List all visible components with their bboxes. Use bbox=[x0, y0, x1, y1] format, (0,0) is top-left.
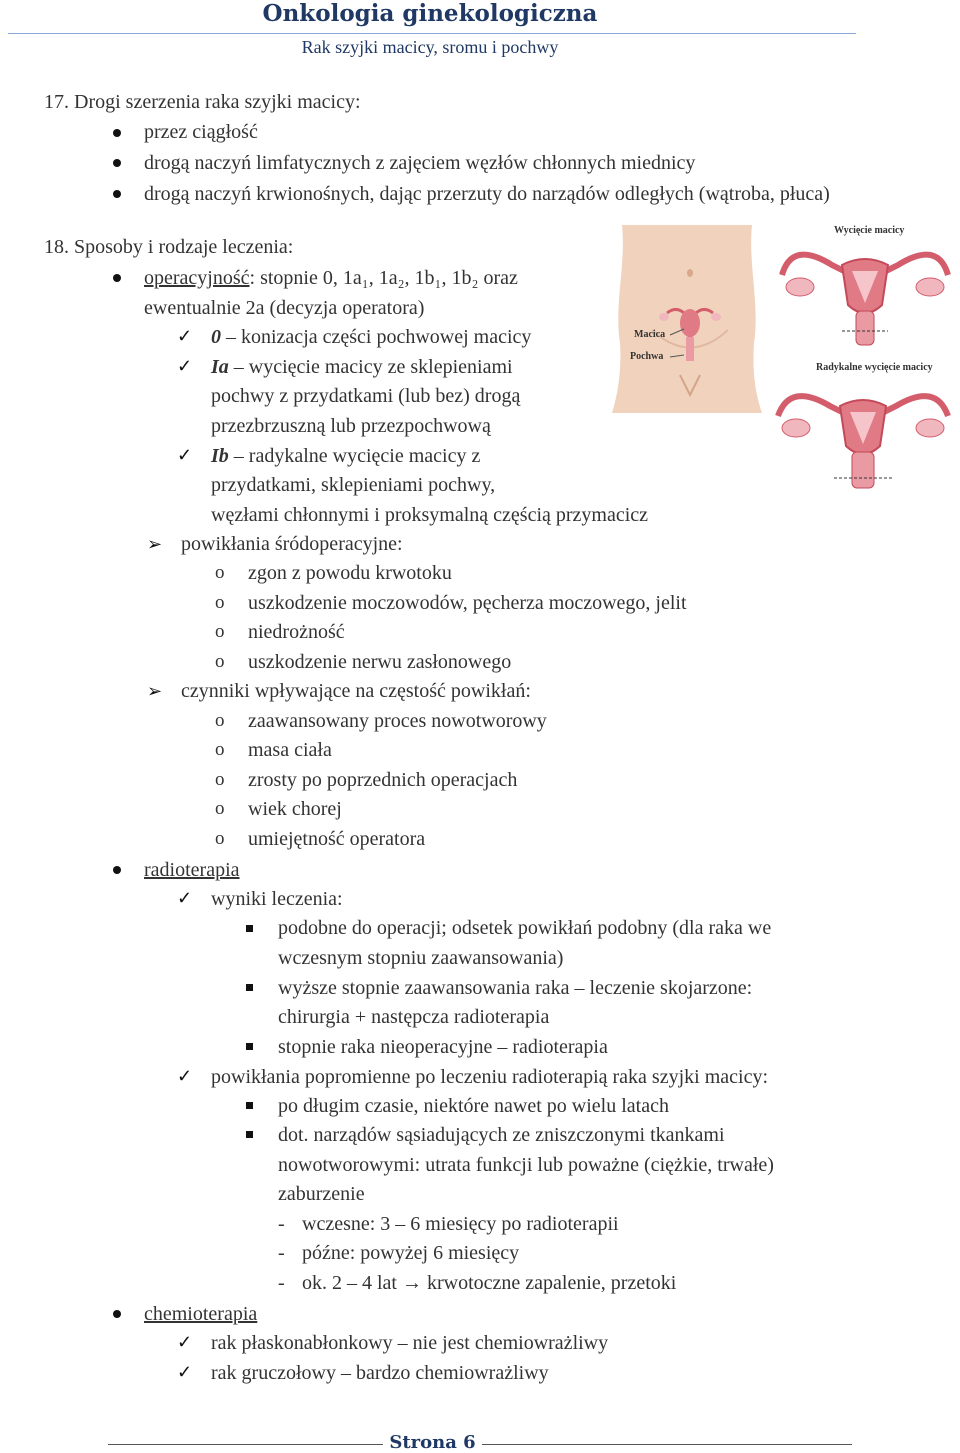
list-item-cont: chirurgia + następcza radioterapia bbox=[278, 1006, 550, 1028]
list-item: dot. narządów sąsiadujących ze zniszczonymi tkankami bbox=[278, 1124, 725, 1146]
bullet-dot bbox=[113, 190, 121, 198]
check-icon: ✓ bbox=[177, 356, 193, 376]
list-item: przez ciągłość bbox=[144, 121, 258, 143]
bullet-dot bbox=[113, 159, 121, 167]
stage-ia-text: – wycięcie macicy ze sklepieniami bbox=[228, 356, 513, 378]
list-item: ok. 2 – 4 lat → krwotoczne zapalenie, przetoki bbox=[302, 1272, 677, 1294]
ovary-left bbox=[782, 419, 810, 437]
check-icon: ✓ bbox=[177, 445, 193, 465]
radical-label: Radykalne wycięcie macicy bbox=[816, 362, 933, 373]
stage-0-label: 0 bbox=[211, 326, 221, 348]
circle-bullet: o bbox=[215, 710, 225, 731]
footer-rule bbox=[482, 1444, 852, 1445]
surgery-line-2: ewentualnie 2a (decyzja operatora) bbox=[144, 297, 425, 319]
radio-results-heading: wyniki leczenia: bbox=[211, 888, 343, 910]
ovary-right bbox=[711, 313, 721, 321]
circle-bullet: o bbox=[215, 828, 225, 849]
list-item: uszkodzenie nerwu zasłonowego bbox=[248, 651, 512, 673]
check-icon: ✓ bbox=[177, 888, 193, 908]
stage-ib-line-3: węzłami chłonnymi i proksymalną częścią przymacicz bbox=[211, 504, 649, 526]
list-item: drogą naczyń limfatycznych z zajęciem węzłów chłonnych miednicy bbox=[144, 152, 696, 174]
list-item: rak płaskonabłonkowy – nie jest chemiowrażliwy bbox=[211, 1332, 609, 1354]
circle-bullet: o bbox=[215, 769, 225, 790]
ovary-right bbox=[916, 278, 944, 296]
list-item: niedrożność bbox=[248, 621, 345, 643]
cervix bbox=[856, 311, 874, 345]
stage-ib-text: – radykalne wycięcie macicy z bbox=[228, 445, 481, 467]
section-17-heading: 17. Drogi szerzenia raka szyjki macicy: bbox=[44, 91, 361, 113]
list-item-cont: zaburzenie bbox=[278, 1183, 365, 1205]
uterus-shape bbox=[680, 309, 700, 337]
radical-svg bbox=[768, 374, 958, 492]
surgery-stages: : stopnie 0, 1a₁, 1a₂, 1b₁, 1b₂ oraz bbox=[249, 267, 518, 289]
bullet-dot bbox=[113, 274, 121, 282]
list-item: uszkodzenie moczowodów, pęcherza moczowego, jelit bbox=[248, 592, 687, 614]
arrow-bullet-icon: ➢ bbox=[147, 534, 163, 554]
check-icon: ✓ bbox=[177, 1066, 193, 1086]
square-bullet bbox=[246, 925, 253, 932]
list-item: wczesne: 3 – 6 miesięcy po radioterapii bbox=[302, 1213, 619, 1235]
surgery-label: operacyjność bbox=[144, 267, 250, 289]
hysterectomy-svg bbox=[772, 235, 958, 355]
bullet-dot bbox=[113, 1310, 121, 1318]
surgery-line bbox=[144, 265, 518, 291]
factors-heading: czynniki wpływające na częstość powikłań: bbox=[181, 680, 531, 702]
dash-bullet: - bbox=[278, 1272, 285, 1294]
square-bullet bbox=[246, 1043, 253, 1050]
list-item: wyższe stopnie zaawansowania raka – leczenie skojarzone: bbox=[278, 977, 753, 999]
dash-bullet: - bbox=[278, 1242, 285, 1264]
circle-bullet: o bbox=[215, 651, 225, 672]
hysterectomy-illustration bbox=[772, 225, 958, 355]
list-item: drogą naczyń krwionośnych, dając przerzuty do narządów odległych (wątroba, płuca) bbox=[144, 183, 830, 205]
stage-0-text: – konizacja części pochwowej macicy bbox=[221, 326, 532, 348]
list-item-cont: wczesnym stopniu zaawansowania) bbox=[278, 947, 564, 969]
torso-illustration bbox=[612, 225, 762, 413]
ovary-left bbox=[659, 313, 669, 321]
page-number: Strona 6 bbox=[389, 1432, 476, 1453]
intraop-heading: powikłania śródoperacyjne: bbox=[181, 533, 403, 555]
check-icon: ✓ bbox=[177, 1362, 193, 1382]
stage-ia-line-2: pochwy z przydatkami (lub bez) drogą bbox=[211, 385, 521, 407]
list-item: wiek chorej bbox=[248, 798, 342, 820]
stage-ib-line-2: przydatkami, sklepieniami pochwy, bbox=[211, 474, 496, 496]
label-macica: Macica bbox=[634, 329, 666, 340]
vagina-shape bbox=[686, 337, 694, 361]
radical-hysterectomy-illustration bbox=[768, 358, 958, 492]
stage-ia-label: Ia bbox=[211, 356, 229, 378]
arrow-bullet-icon: ➢ bbox=[147, 681, 163, 701]
list-item: późne: powyżej 6 miesięcy bbox=[302, 1242, 520, 1264]
stage-ib-line bbox=[211, 443, 480, 469]
circle-bullet: o bbox=[215, 739, 225, 760]
cervix bbox=[852, 452, 874, 488]
bullet-dot bbox=[113, 866, 121, 874]
list-item: zaawansowany proces nowotworowy bbox=[248, 710, 547, 732]
stage-ia-line bbox=[211, 354, 513, 380]
document-subtitle: Rak szyjki macicy, sromu i pochwy bbox=[301, 37, 559, 57]
list-item: po długim czasie, niektóre nawet po wielu latach bbox=[278, 1095, 669, 1117]
chemotherapy-label: chemioterapia bbox=[144, 1303, 258, 1325]
list-item: stopnie raka nieoperacyjne – radioterapia bbox=[278, 1036, 608, 1058]
circle-bullet: o bbox=[215, 798, 225, 819]
check-icon: ✓ bbox=[177, 1332, 193, 1352]
stage-0-line bbox=[211, 324, 531, 350]
list-item: umiejętność operatora bbox=[248, 828, 426, 850]
list-item: rak gruczołowy – bardzo chemiowrażliwy bbox=[211, 1362, 549, 1384]
circle-bullet: o bbox=[215, 621, 225, 642]
torso-svg bbox=[612, 225, 762, 413]
square-bullet bbox=[246, 1102, 253, 1109]
list-item-cont: nowotworowymi: utrata funkcji lub poważne (ciężkie, trwałe) bbox=[278, 1154, 774, 1176]
footer-rule bbox=[108, 1444, 383, 1445]
ovary-right bbox=[916, 419, 944, 437]
square-bullet bbox=[246, 984, 253, 991]
check-icon: ✓ bbox=[177, 326, 193, 346]
bullet-dot bbox=[113, 129, 121, 137]
radio-complications-heading: powikłania popromienne po leczeniu radioterapią raka szyjki macicy: bbox=[211, 1066, 769, 1088]
label-pochwa: Pochwa bbox=[630, 351, 664, 362]
list-item: zgon z powodu krwotoku bbox=[248, 562, 452, 584]
header-rule bbox=[8, 33, 856, 34]
list-item: zrosty po poprzednich operacjach bbox=[248, 769, 518, 791]
ovary-left bbox=[786, 278, 814, 296]
navel bbox=[687, 269, 693, 277]
square-bullet bbox=[246, 1131, 253, 1138]
list-item: podobne do operacji; odsetek powikłań podobny (dla raka we bbox=[278, 917, 772, 939]
circle-bullet: o bbox=[215, 562, 225, 583]
stage-ia-line-3: przezbrzuszną lub przezpochwową bbox=[211, 415, 491, 437]
stage-ib-label: Ib bbox=[211, 445, 229, 467]
radiotherapy-label: radioterapia bbox=[144, 859, 240, 881]
list-item: masa ciała bbox=[248, 739, 332, 761]
document-title: Onkologia ginekologiczna bbox=[262, 0, 598, 27]
circle-bullet: o bbox=[215, 592, 225, 613]
dash-bullet: - bbox=[278, 1213, 285, 1235]
hysterectomy-label: Wycięcie macicy bbox=[834, 225, 905, 236]
section-18-heading: 18. Sposoby i rodzaje leczenia: bbox=[44, 236, 294, 258]
